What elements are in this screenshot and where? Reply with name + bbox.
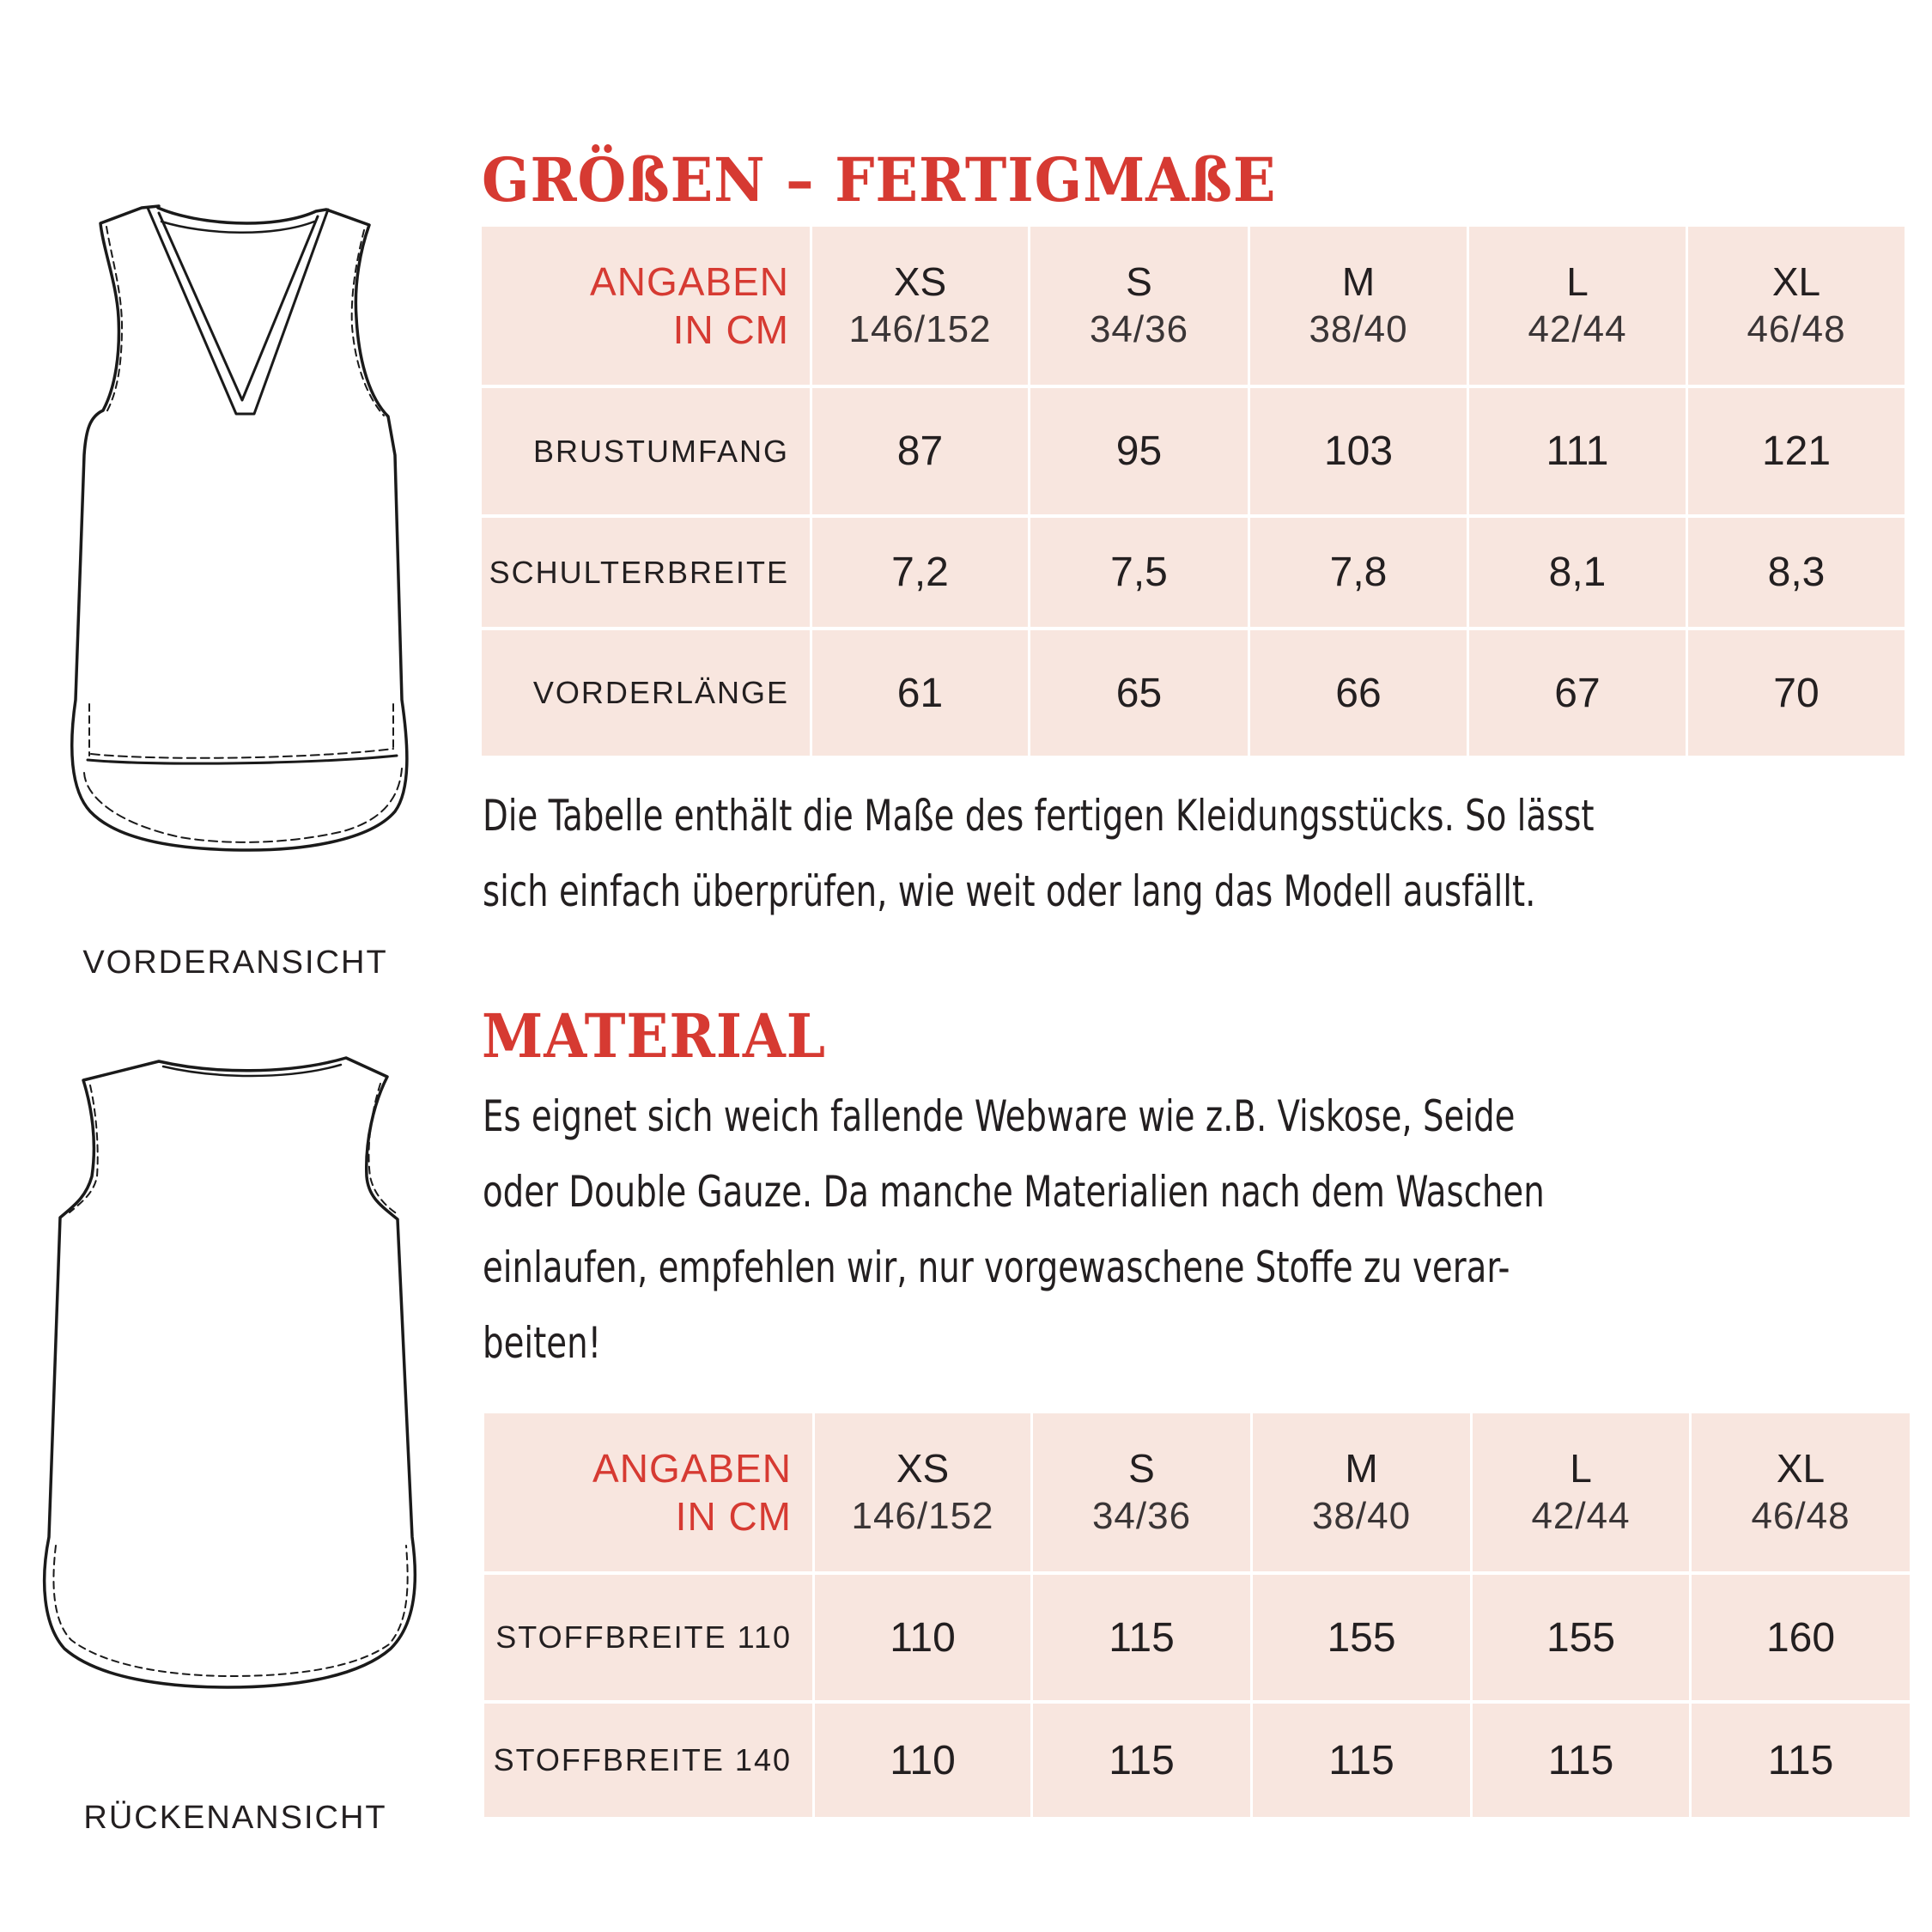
size-header-m <box>1250 227 1467 385</box>
table-cell <box>1473 1575 1689 1700</box>
value: 8,3 <box>1767 550 1826 595</box>
table-cell <box>1692 1704 1910 1817</box>
units-label-line2: IN CM <box>672 307 789 352</box>
table-cell <box>1469 630 1686 756</box>
v-neck-top-front-drawing-icon <box>52 197 429 919</box>
size-header-s <box>1033 1413 1250 1571</box>
description-line: oder Double Gauze. Da manche Materialien nach dem Waschen <box>483 1167 1545 1217</box>
value: 155 <box>1546 1614 1616 1661</box>
front-view-caption: VORDERANSICHT <box>82 945 388 981</box>
value: 115 <box>1767 1737 1834 1783</box>
description-line: beiten! <box>483 1318 602 1368</box>
row-label-cell <box>484 1704 812 1817</box>
size-eu: 46/48 <box>1751 1495 1850 1537</box>
material-section-title: MATERIAL <box>482 1000 827 1072</box>
size-header-xl <box>1688 227 1905 385</box>
value: 115 <box>1109 1737 1175 1783</box>
size-name: M <box>1341 259 1376 304</box>
row-label-cell <box>482 518 810 627</box>
table-cell <box>1030 388 1248 514</box>
value: 7,8 <box>1329 550 1388 595</box>
value: 103 <box>1323 428 1394 474</box>
sizes-description <box>483 778 1595 929</box>
value: 7,2 <box>891 550 949 595</box>
size-name: XL <box>1776 1446 1826 1491</box>
back-view-caption: RÜCKENANSICHT <box>83 1800 387 1836</box>
value: 111 <box>1546 428 1609 474</box>
value: 95 <box>1115 428 1163 474</box>
table-cell <box>1033 1704 1250 1817</box>
size-header-xs <box>815 1413 1030 1571</box>
value: 8,1 <box>1548 550 1607 595</box>
table-cell <box>812 388 1028 514</box>
table-cell <box>1692 1575 1910 1700</box>
value: 115 <box>1328 1737 1394 1783</box>
fabric-requirements-table <box>484 1413 1910 1817</box>
row-label-cell <box>484 1575 812 1700</box>
row-label-vorderlaenge: VORDERLÄNGE <box>532 675 789 710</box>
units-label-line1: ANGABEN <box>590 259 789 304</box>
value: 160 <box>1765 1614 1836 1661</box>
size-eu: 46/48 <box>1747 308 1846 350</box>
description-line: Die Tabelle enthält die Maße des fertigen Kleidungsstücks. So lässt <box>483 791 1595 841</box>
size-name: M <box>1345 1446 1378 1491</box>
table-cell <box>1253 1575 1470 1700</box>
table-cell <box>1250 388 1467 514</box>
size-name: L <box>1570 1446 1592 1491</box>
size-header-xl <box>1692 1413 1910 1571</box>
value: 66 <box>1335 670 1382 716</box>
size-eu: 42/44 <box>1531 1495 1631 1537</box>
value: 70 <box>1773 670 1820 716</box>
table-cell <box>815 1575 1030 1700</box>
table-cell <box>1033 1575 1250 1700</box>
value: 121 <box>1761 428 1832 474</box>
size-name: S <box>1128 1446 1155 1491</box>
table-header-label-cell <box>484 1413 812 1571</box>
size-eu: 42/44 <box>1528 308 1627 350</box>
size-name: L <box>1566 259 1589 304</box>
finished-measurements-table <box>482 227 1905 756</box>
table-cell <box>1688 630 1905 756</box>
size-header-m <box>1253 1413 1470 1571</box>
table-cell <box>812 518 1028 627</box>
table-cell <box>1688 518 1905 627</box>
table-cell <box>815 1704 1030 1817</box>
size-header-xs <box>812 227 1028 385</box>
size-eu: 146/152 <box>851 1495 994 1537</box>
row-label-cell <box>482 388 810 514</box>
description-line: einlaufen, empfehlen wir, nur vorgewaschene Stoffe zu verar- <box>483 1242 1510 1292</box>
size-header-l <box>1473 1413 1689 1571</box>
description-line: Es eignet sich weich fallende Webware wie z.B. Viskose, Seide <box>483 1091 1516 1141</box>
value: 110 <box>890 1614 956 1661</box>
size-eu: 38/40 <box>1309 308 1408 350</box>
table-cell <box>812 630 1028 756</box>
size-name: XS <box>893 259 947 304</box>
row-label-brustumfang: BRUSTUMFANG <box>532 433 789 469</box>
value: 155 <box>1327 1614 1396 1661</box>
table-cell <box>1250 518 1467 627</box>
value: 115 <box>1109 1614 1175 1661</box>
value: 7,5 <box>1110 550 1168 595</box>
units-label-line1: ANGABEN <box>592 1446 792 1491</box>
value: 65 <box>1115 670 1163 716</box>
value: 87 <box>896 428 944 474</box>
value: 115 <box>1547 1737 1614 1783</box>
size-header-s <box>1030 227 1248 385</box>
units-label-line2: IN CM <box>675 1494 792 1539</box>
value: 110 <box>890 1737 956 1783</box>
size-name: XS <box>896 1446 950 1491</box>
row-label-cell <box>482 630 810 756</box>
size-eu: 38/40 <box>1311 1495 1412 1537</box>
row-label-stoffbreite-140: STOFFBREITE 140 <box>493 1742 792 1777</box>
table-cell <box>1030 518 1248 627</box>
table-cell <box>1030 630 1248 756</box>
table-cell <box>1473 1704 1689 1817</box>
table-cell <box>1253 1704 1470 1817</box>
sizes-section-title: GRÖßEN – FERTIGMAßE <box>482 144 1277 216</box>
row-label-schulterbreite: SCHULTERBREITE <box>489 554 789 590</box>
table-header-label-cell <box>482 227 810 385</box>
size-name: S <box>1126 259 1152 304</box>
size-eu: 34/36 <box>1089 308 1189 350</box>
size-header-l <box>1469 227 1686 385</box>
table-cell <box>1250 630 1467 756</box>
description-line: sich einfach überprüfen, wie weit oder lang das Modell ausfällt. <box>483 866 1536 916</box>
material-description <box>483 1078 1545 1381</box>
value: 61 <box>896 670 944 716</box>
table-cell <box>1469 518 1686 627</box>
top-back-drawing-icon <box>30 1056 434 1743</box>
value: 67 <box>1554 670 1601 716</box>
row-label-stoffbreite-110: STOFFBREITE 110 <box>495 1619 792 1655</box>
table-cell <box>1688 388 1905 514</box>
size-eu: 34/36 <box>1091 1495 1192 1537</box>
size-eu: 146/152 <box>848 308 992 350</box>
size-name: XL <box>1771 259 1821 304</box>
table-cell <box>1469 388 1686 514</box>
